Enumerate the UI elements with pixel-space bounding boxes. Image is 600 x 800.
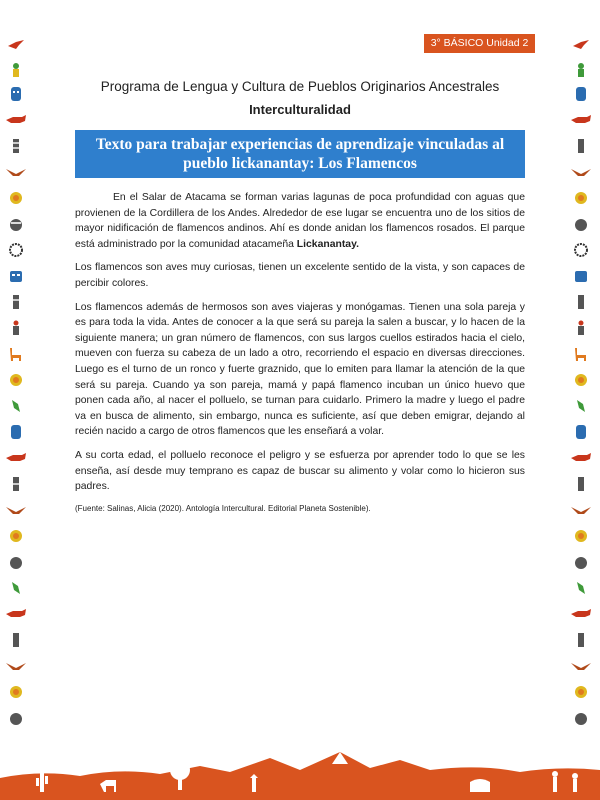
fox-icon	[4, 606, 28, 622]
totem-icon	[4, 294, 28, 310]
left-decorative-border	[4, 30, 28, 740]
paragraph-1-text: En el Salar de Atacama se forman varias lagunas de poca profundidad con aguas que provienen de la Cordillera de los Andes. Alrededor de ese lugar se encuentra uno de los sitios de mayor nidificación de flamencos andinos. Ahí es donde anidan los flamencos rosados. El parque está administrado por la comunidad atacameña	[75, 192, 525, 250]
mask-icon	[569, 424, 593, 440]
source-citation: (Fuente: Salinas, Alicia (2020). Antología Intercultural. Editorial Planeta Sostenible).	[75, 503, 371, 513]
flower-icon	[4, 190, 28, 206]
flower-icon	[4, 372, 28, 388]
pot-icon	[4, 554, 28, 570]
pot-icon	[569, 554, 593, 570]
figure-icon	[4, 62, 28, 78]
fox-icon	[569, 450, 593, 466]
bird-icon	[569, 398, 593, 414]
bird-icon	[4, 36, 28, 52]
totem-icon	[569, 476, 593, 492]
lesson-title-banner	[75, 130, 525, 178]
pot-icon	[4, 710, 28, 726]
lesson-title: Texto para trabajar experiencias de aprendizaje vinculadas al pueblo lickanantay: Los Flamencos	[95, 136, 505, 172]
totem-icon	[4, 476, 28, 492]
paragraph-2: Los flamencos son aves muy curiosas, tienen un excelente sentido de la vista, y son capaces de percibir colores.	[75, 262, 525, 289]
condor-icon	[569, 502, 593, 518]
figure-icon	[569, 320, 593, 336]
llama-icon	[569, 346, 593, 362]
pot-icon	[4, 216, 28, 232]
mask-icon	[569, 268, 593, 284]
reading-text	[75, 190, 525, 515]
bird-icon	[4, 580, 28, 596]
sun-icon	[569, 242, 593, 258]
mask-icon	[4, 424, 28, 440]
condor-icon	[569, 164, 593, 180]
flower-icon	[4, 684, 28, 700]
pot-icon	[569, 710, 593, 726]
bird-icon	[569, 580, 593, 596]
llama-icon	[4, 346, 28, 362]
flower-icon	[569, 684, 593, 700]
fox-icon	[569, 606, 593, 622]
paragraph-1-bold: Lickanantay.	[296, 238, 359, 250]
right-decorative-border	[569, 30, 593, 740]
landscape-illustration	[0, 740, 600, 800]
flower-icon	[4, 528, 28, 544]
condor-icon	[4, 164, 28, 180]
paragraph-3: Los flamencos además de hermosos son aves viajeras y monógamas. Tienen una sola pareja y es para toda la vida. Antes de conocer a la que será su pareja la salen a buscar, y lo hacen de la siguiente manera; un gran número de flamencos, con sus largos cuellos estirados hacia el cielo, mueven con fuerza su cabeza de un lado a otro, recorriendo el espacio en diversas direcciones. Luego es el turno de un ronco y fuerte graznido, que lo emiten para llamar la atención de la que será su pareja. Cuando ya son pareja, mamá y papá flamenco incuban un único huevo que ponen cada año, al nacer el polluelo, se turnan para cuidarlo. Primero la madre y luego el padre va en busca de alimento, sin embargo, nunca es suficiente, así que deben emigrar, dejando al recién nacido a cargo de otros flamencos que les enseñará a volar.	[75, 301, 525, 438]
figure-icon	[569, 62, 593, 78]
program-title: Programa de Lengua y Cultura de Pueblos Originarios Ancestrales	[100, 79, 500, 94]
figure-icon	[4, 320, 28, 336]
flower-icon	[569, 190, 593, 206]
pot-icon	[569, 216, 593, 232]
totem-icon	[4, 632, 28, 648]
paragraph-1	[75, 190, 525, 252]
totem-icon	[569, 632, 593, 648]
mask-icon	[4, 268, 28, 284]
condor-icon	[4, 658, 28, 674]
sun-icon	[4, 242, 28, 258]
flower-icon	[569, 528, 593, 544]
flower-icon	[569, 372, 593, 388]
grade-unit-badge: 3° BÁSICO Unidad 2	[424, 34, 535, 53]
totem-icon	[569, 294, 593, 310]
condor-icon	[4, 502, 28, 518]
bird-icon	[4, 398, 28, 414]
fox-icon	[4, 450, 28, 466]
totem-icon	[569, 138, 593, 154]
condor-icon	[569, 658, 593, 674]
bird-icon	[569, 36, 593, 52]
section-subtitle: Interculturalidad	[249, 102, 351, 117]
paragraph-4: A su corta edad, el polluelo reconoce el peligro y se esfuerza por aprender todo lo que se les enseña, así desde muy temprano es capaz de buscar su alimento y volar como lo hicieron sus padres.	[75, 449, 525, 493]
totem-icon	[4, 138, 28, 154]
